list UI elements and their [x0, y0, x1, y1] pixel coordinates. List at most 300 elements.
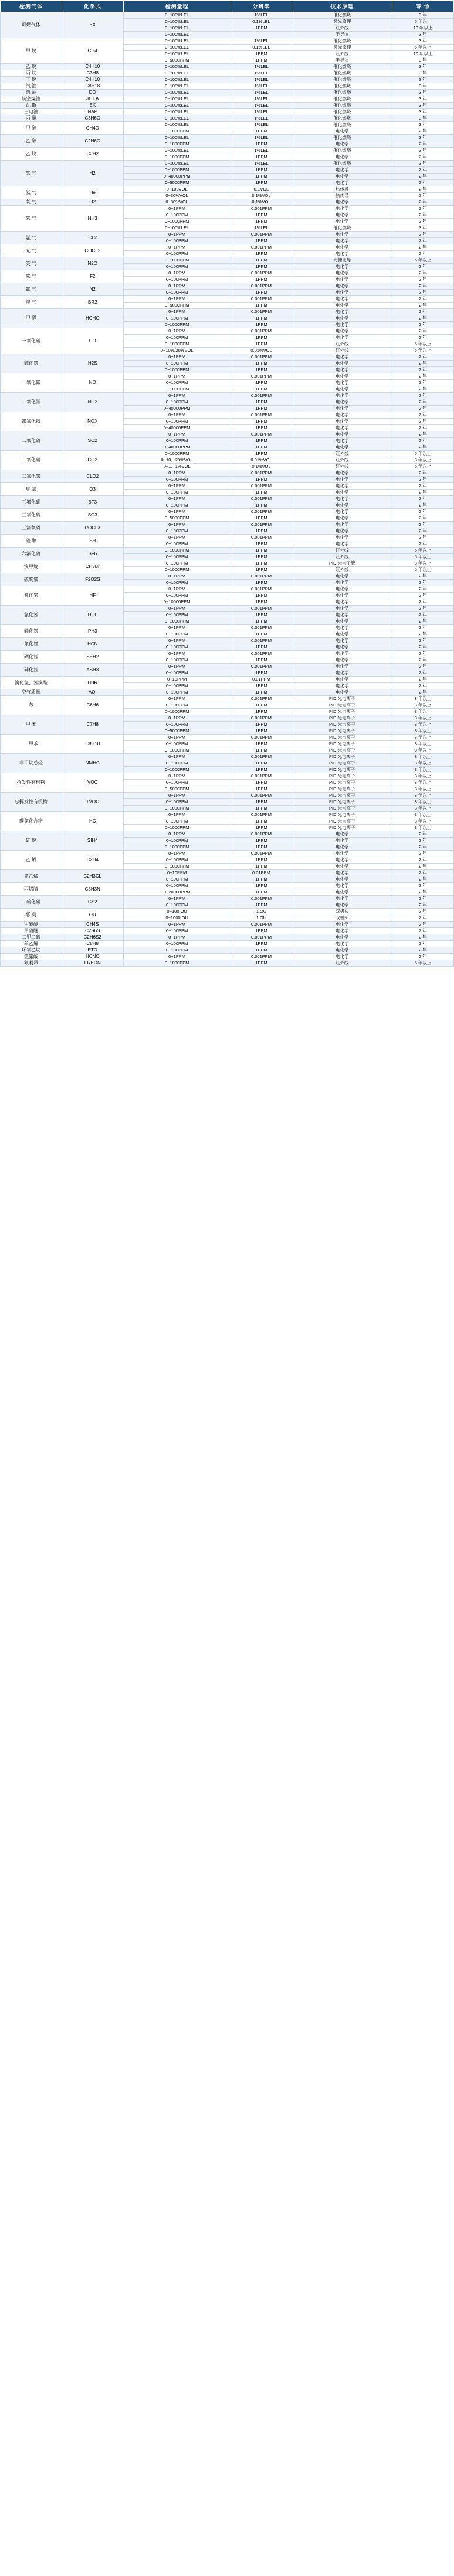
technology-cell: 红外线 — [292, 548, 392, 554]
technology-cell: 半导体 — [292, 32, 392, 38]
resolution-cell: 0.001PPM — [231, 393, 292, 399]
detection-range-cell: 0~1PPM — [123, 309, 231, 315]
detection-range-cell: 0~1PPM — [123, 934, 231, 941]
technology-cell: PID 光电离子 — [292, 754, 392, 760]
service-life-cell: 2 年 — [392, 618, 454, 625]
detection-range-cell: 0~1000PPM — [123, 341, 231, 348]
table-row — [1, 831, 454, 838]
service-life-cell: 2 年 — [392, 380, 454, 386]
service-life-cell: 2 年 — [392, 928, 454, 934]
service-life-cell: 2 年 — [392, 309, 454, 315]
gas-name-cell: 可燃气体 — [1, 12, 62, 38]
gas-name-cell: 氮 气 — [1, 283, 62, 296]
detection-range-cell: 0~100PPM — [123, 799, 231, 806]
service-life-cell: 3 年 — [392, 161, 454, 167]
service-life-cell: 2 年 — [392, 876, 454, 883]
detection-range-cell: 0~100PPM — [123, 760, 231, 767]
service-life-cell: 3 年 — [392, 64, 454, 70]
detection-range-cell: 0~100PPM — [123, 644, 231, 651]
technology-cell: 电化学 — [292, 954, 392, 960]
technology-cell: PID 光电离子 — [292, 760, 392, 767]
gas-name-cell: 臭 氧 — [1, 483, 62, 496]
resolution-cell: 1PPM — [231, 277, 292, 283]
technology-cell: 电化学 — [292, 509, 392, 515]
chemical-formula-cell: N2O — [62, 257, 123, 270]
technology-cell: 催化燃烧 — [292, 161, 392, 167]
service-life-cell: 2 年 — [392, 651, 454, 657]
service-life-cell: 3 年 — [392, 96, 454, 103]
detection-range-cell: 0~100PPM — [123, 612, 231, 618]
detection-range-cell: 0~1000PPM — [123, 386, 231, 393]
technology-cell: 电化学 — [292, 283, 392, 290]
chemical-formula-cell: ASH3 — [62, 664, 123, 677]
resolution-cell: 1%LEL — [231, 103, 292, 109]
resolution-cell: 1PPM — [231, 167, 292, 174]
technology-cell: PID 光电离子 — [292, 812, 392, 818]
gas-name-cell: 总挥发性有机物 — [1, 793, 62, 812]
resolution-cell: 1PPM — [231, 631, 292, 638]
table-header — [1, 1, 454, 12]
technology-cell: PID 光电离子 — [292, 747, 392, 754]
technology-cell: 双极头 — [292, 915, 392, 922]
technology-cell: 电化学 — [292, 496, 392, 502]
service-life-cell: 3 年以上 — [392, 715, 454, 722]
service-life-cell: 2 年 — [392, 838, 454, 844]
technology-cell: 电化学 — [292, 883, 392, 889]
technology-cell: 电化学 — [292, 689, 392, 696]
chemical-formula-cell: CH4O — [62, 122, 123, 135]
chemical-formula-cell: SEH2 — [62, 651, 123, 664]
service-life-cell: 2 年 — [392, 270, 454, 277]
detection-range-cell: 0~100PPM — [123, 238, 231, 244]
service-life-cell: 3 年以上 — [392, 818, 454, 825]
detection-range-cell: 0~1000PPM — [123, 747, 231, 754]
service-life-cell: 3 年以上 — [392, 799, 454, 806]
gas-name-cell: 氟利昂 — [1, 960, 62, 967]
service-life-cell: 3 年 — [392, 225, 454, 232]
resolution-cell: 0.01%VOL — [231, 348, 292, 354]
detection-range-cell: 0~1PPM — [123, 851, 231, 857]
technology-cell: 激光原理 — [292, 19, 392, 25]
resolution-cell: 1PPM — [231, 838, 292, 844]
table-row — [1, 38, 454, 45]
service-life-cell: 3 年 — [392, 103, 454, 109]
resolution-cell: 1PPM — [231, 722, 292, 728]
technology-cell: 电化学 — [292, 167, 392, 174]
chemical-formula-cell: C6H6 — [62, 696, 123, 715]
detection-range-cell: 0~100 OU — [123, 909, 231, 915]
detection-range-cell: 0~100%LEL — [123, 25, 231, 32]
detection-range-cell: 0~100PPM — [123, 251, 231, 257]
chemical-formula-cell: CH3Br — [62, 560, 123, 573]
detection-range-cell: 0~100PPM — [123, 560, 231, 567]
service-life-cell: 3 年以上 — [392, 773, 454, 780]
resolution-cell: 1PPM — [231, 57, 292, 64]
technology-cell: 电化学 — [292, 670, 392, 677]
detection-range-cell: 0~100%LEL — [123, 96, 231, 103]
technology-cell: 催化燃烧 — [292, 64, 392, 70]
table-header-row — [1, 1, 454, 12]
resolution-cell: 1PPM — [231, 599, 292, 606]
technology-cell: 红外线 — [292, 554, 392, 560]
service-life-cell: 2 年 — [392, 393, 454, 399]
service-life-cell: 2 年 — [392, 315, 454, 322]
detection-range-cell: 0~1PPM — [123, 431, 231, 438]
service-life-cell: 2 年 — [392, 290, 454, 296]
detection-range-cell: 0~100%LEL — [123, 19, 231, 25]
technology-cell: 催化燃烧 — [292, 135, 392, 141]
service-life-cell: 2 年 — [392, 328, 454, 335]
service-life-cell: 2 年 — [392, 386, 454, 393]
table-row — [1, 947, 454, 954]
chemical-formula-cell: CO2 — [62, 451, 123, 470]
technology-cell: PID 光电离子 — [292, 709, 392, 715]
service-life-cell: 2 年 — [392, 606, 454, 612]
service-life-cell: 10 年以上 — [392, 25, 454, 32]
detection-range-cell: 0~100PPM — [123, 657, 231, 664]
detection-range-cell: 0~10PPM — [123, 870, 231, 876]
table-row — [1, 412, 454, 419]
chemical-formula-cell: SO3 — [62, 509, 123, 522]
service-life-cell: 3 年 — [392, 32, 454, 38]
service-life-cell: 2 年 — [392, 638, 454, 644]
resolution-cell: 1PPM — [231, 825, 292, 831]
gas-name-cell: 二氧化氮 — [1, 393, 62, 412]
resolution-cell: 0.001PPM — [231, 625, 292, 631]
chemical-formula-cell: HCN — [62, 638, 123, 651]
resolution-cell: 0.001PPM — [231, 754, 292, 760]
technology-cell: 电化学 — [292, 535, 392, 541]
technology-cell: 光栅波导 — [292, 257, 392, 264]
resolution-cell: 1%LEL — [231, 225, 292, 232]
service-life-cell: 2 年 — [392, 909, 454, 915]
resolution-cell: 0.1%VOL — [231, 199, 292, 206]
table-row — [1, 161, 454, 167]
technology-cell: 电化学 — [292, 199, 392, 206]
resolution-cell: 1PPM — [231, 709, 292, 715]
gas-name-cell: 氮氧化物 — [1, 412, 62, 431]
chemical-formula-cell: C8H10 — [62, 735, 123, 754]
service-life-cell: 2 年 — [392, 199, 454, 206]
resolution-cell: 1PPM — [231, 212, 292, 219]
service-life-cell: 2 年 — [392, 573, 454, 580]
table-row — [1, 328, 454, 335]
detection-range-cell: 0~1000PPM — [123, 141, 231, 148]
resolution-cell: 1PPM — [231, 876, 292, 883]
service-life-cell: 2 年 — [392, 174, 454, 180]
chemical-formula-cell: SIH4 — [62, 831, 123, 851]
service-life-cell: 2 年 — [392, 483, 454, 490]
technology-cell: 电化学 — [292, 399, 392, 406]
chemical-formula-cell: C2H6S2 — [62, 934, 123, 941]
chemical-formula-cell: POCL3 — [62, 522, 123, 535]
detection-range-cell: 0~10000PPM — [123, 599, 231, 606]
gas-name-cell: 二甲二硫 — [1, 934, 62, 941]
chemical-formula-cell: BR2 — [62, 296, 123, 309]
resolution-cell: 1PPM — [231, 341, 292, 348]
detection-range-cell: 0~1PPM — [123, 793, 231, 799]
service-life-cell: 2 年 — [392, 431, 454, 438]
gas-name-cell: 柴 油 — [1, 90, 62, 96]
detection-range-cell: 0~100%LEL — [123, 135, 231, 141]
detection-range-cell: 0~40000PPM — [123, 425, 231, 431]
table-row — [1, 354, 454, 361]
resolution-cell: 1PPM — [231, 593, 292, 599]
detection-range-cell: 0~1PPM — [123, 328, 231, 335]
technology-cell: PID 光电离子 — [292, 818, 392, 825]
table-row — [1, 64, 454, 70]
technology-cell: 电化学 — [292, 438, 392, 444]
table-row — [1, 896, 454, 902]
column-header-formula: 化学式 — [62, 1, 123, 12]
detection-range-cell: 0~100%LEL — [123, 12, 231, 19]
detection-range-cell: 0~1000PPM — [123, 960, 231, 967]
chemical-formula-cell: EX — [62, 103, 123, 109]
technology-cell: 电化学 — [292, 296, 392, 303]
detection-range-cell: 0~100%LEL — [123, 161, 231, 167]
table-row — [1, 638, 454, 644]
service-life-cell: 2 年 — [392, 477, 454, 483]
technology-cell: 催化燃烧 — [292, 122, 392, 128]
service-life-cell: 2 年 — [392, 251, 454, 257]
detection-range-cell: 0~100PPM — [123, 290, 231, 296]
detection-range-cell: 0~1000 OU — [123, 915, 231, 922]
resolution-cell: 0.1VOL — [231, 186, 292, 193]
gas-name-cell: 丙 酮 — [1, 115, 62, 122]
chemical-formula-cell: CH4S — [62, 922, 123, 928]
resolution-cell: 0.1%LEL — [231, 45, 292, 51]
resolution-cell: 1PPM — [231, 689, 292, 696]
chemical-formula-cell: HCL — [62, 606, 123, 625]
service-life-cell: 3 年以上 — [392, 747, 454, 754]
table-row — [1, 451, 454, 457]
chemical-formula-cell: C2S6S — [62, 928, 123, 934]
technology-cell: PID 光电离子 — [292, 806, 392, 812]
resolution-cell: 0.01PPM — [231, 870, 292, 876]
technology-cell: 电化学 — [292, 618, 392, 625]
technology-cell: 催化燃烧 — [292, 115, 392, 122]
chemical-formula-cell: C2H6O — [62, 135, 123, 148]
resolution-cell: 0.001PPM — [231, 896, 292, 902]
table-row — [1, 483, 454, 490]
gas-name-cell: 氧 气 — [1, 199, 62, 206]
technology-cell: 电化学 — [292, 251, 392, 257]
technology-cell: 电化学 — [292, 947, 392, 954]
detection-range-cell: 0~100PPM — [123, 838, 231, 844]
detection-range-cell: 0~1PPM — [123, 373, 231, 380]
resolution-cell: 1PPM — [231, 438, 292, 444]
resolution-cell: 1PPM — [231, 612, 292, 618]
gas-name-cell: 六氟化硫 — [1, 548, 62, 560]
chemical-formula-cell: ETO — [62, 947, 123, 954]
table-row — [1, 270, 454, 277]
chemical-formula-cell: TVOC — [62, 793, 123, 812]
technology-cell: 催化燃烧 — [292, 90, 392, 96]
technology-cell: 红外线 — [292, 960, 392, 967]
technology-cell: PID 光电离子 — [292, 741, 392, 747]
table-row — [1, 522, 454, 528]
gas-name-cell: 白电油 — [1, 109, 62, 115]
detection-range-cell: 0~100%LEL — [123, 115, 231, 122]
detection-range-cell: 0~100PPM — [123, 477, 231, 483]
technology-cell: 催化燃烧 — [292, 225, 392, 232]
resolution-cell: 1PPM — [231, 889, 292, 896]
technology-cell: 热传导 — [292, 193, 392, 199]
table-row — [1, 715, 454, 722]
table-row — [1, 122, 454, 128]
technology-cell: 电化学 — [292, 477, 392, 483]
resolution-cell: 1PPM — [231, 451, 292, 457]
table-row — [1, 941, 454, 947]
resolution-cell: 1PPM — [231, 490, 292, 496]
gas-name-cell: 溴化氢、氢溴酸 — [1, 677, 62, 689]
technology-cell: 电化学 — [292, 174, 392, 180]
table-row — [1, 244, 454, 251]
resolution-cell: 1PPM — [231, 560, 292, 567]
technology-cell: 催化燃烧 — [292, 83, 392, 90]
resolution-cell: 0.001PPM — [231, 851, 292, 857]
resolution-cell: 1%LEL — [231, 64, 292, 70]
detection-range-cell: 0~40000PPM — [123, 406, 231, 412]
detection-range-cell: 0~1000PPM — [123, 864, 231, 870]
technology-cell: 电化学 — [292, 922, 392, 928]
service-life-cell: 10 年以上 — [392, 51, 454, 57]
service-life-cell: 3 年 — [392, 148, 454, 154]
detection-range-cell: 0~1PPM — [123, 586, 231, 593]
chemical-formula-cell: AQI — [62, 689, 123, 696]
service-life-cell: 2 年 — [392, 406, 454, 412]
service-life-cell: 2 年 — [392, 399, 454, 406]
technology-cell: 电化学 — [292, 677, 392, 683]
technology-cell: 电化学 — [292, 490, 392, 496]
chemical-formula-cell: NO — [62, 373, 123, 393]
detection-range-cell: 0~5000PPM — [123, 57, 231, 64]
detection-range-cell: 0~1PPM — [123, 206, 231, 212]
table-row — [1, 586, 454, 593]
gas-name-cell: 砷化氢 — [1, 664, 62, 677]
detection-range-cell: 0~100PPM — [123, 502, 231, 509]
table-row — [1, 12, 454, 19]
chemical-formula-cell: HBR — [62, 677, 123, 689]
service-life-cell: 2 年 — [392, 915, 454, 922]
technology-cell: 电化学 — [292, 212, 392, 219]
technology-cell: 电化学 — [292, 876, 392, 883]
gas-name-cell: 三氟化硼 — [1, 496, 62, 509]
service-life-cell: 2 年 — [392, 689, 454, 696]
gas-name-cell: 氯 气 — [1, 232, 62, 244]
technology-cell: 电化学 — [292, 367, 392, 373]
resolution-cell: 0.001PPM — [231, 696, 292, 702]
chemical-formula-cell: FREON — [62, 960, 123, 967]
column-header-technology: 技术原理 — [292, 1, 392, 12]
detection-range-cell: 0~1000PPM — [123, 451, 231, 457]
resolution-cell: 0.001PPM — [231, 470, 292, 477]
table-row — [1, 928, 454, 934]
resolution-cell: 0.001PPM — [231, 664, 292, 670]
detection-range-cell: 0~100PPM — [123, 818, 231, 825]
technology-cell: 电化学 — [292, 889, 392, 896]
service-life-cell: 2 年 — [392, 296, 454, 303]
gas-name-cell: 氢氰酸 — [1, 954, 62, 960]
resolution-cell: 0.001PPM — [231, 651, 292, 657]
chemical-formula-cell: DO — [62, 90, 123, 96]
resolution-cell: 0.001PPM — [231, 922, 292, 928]
service-life-cell: 2 年 — [392, 593, 454, 599]
resolution-cell: 1PPM — [231, 128, 292, 135]
service-life-cell: 2 年 — [392, 193, 454, 199]
technology-cell: 电化学 — [292, 625, 392, 631]
detection-range-cell: 0~1000PPM — [123, 128, 231, 135]
detection-range-cell: 0~1、1%VOL — [123, 464, 231, 470]
chemical-formula-cell: H2 — [62, 161, 123, 186]
table-row — [1, 470, 454, 477]
gas-name-cell: 甲 醛 — [1, 309, 62, 328]
service-life-cell: 5 年以上 — [392, 257, 454, 264]
service-life-cell: 5 年以上 — [392, 341, 454, 348]
detection-range-cell: 0~100%LEL — [123, 90, 231, 96]
service-life-cell: 2 年 — [392, 664, 454, 670]
technology-cell: 电化学 — [292, 373, 392, 380]
gas-name-cell: 一氧化氮 — [1, 373, 62, 393]
technology-cell: PID 光电子管 — [292, 560, 392, 567]
detection-range-cell: 0~100PPM — [123, 380, 231, 386]
gas-name-cell: 二氧化氯 — [1, 470, 62, 483]
detection-range-cell: 0~1000PPM — [123, 767, 231, 773]
resolution-cell: 0.1%VOL — [231, 464, 292, 470]
table-row — [1, 625, 454, 631]
detection-range-cell: 0~1PPM — [123, 393, 231, 399]
chemical-formula-cell: NO2 — [62, 393, 123, 412]
chemical-formula-cell: SO2 — [62, 431, 123, 451]
technology-cell: PID 光电离子 — [292, 799, 392, 806]
resolution-cell: 0.001PPM — [231, 522, 292, 528]
resolution-cell: 1 OU — [231, 915, 292, 922]
service-life-cell: 2 年 — [392, 889, 454, 896]
technology-cell: PID 光电离子 — [292, 696, 392, 702]
chemical-formula-cell: CO — [62, 328, 123, 354]
gas-name-cell: 甲 苯 — [1, 715, 62, 735]
resolution-cell: 1%LEL — [231, 90, 292, 96]
technology-cell: 电化学 — [292, 831, 392, 838]
detection-range-cell: 0~100PPM — [123, 399, 231, 406]
table-row — [1, 870, 454, 876]
detection-range-cell: 0~100PPM — [123, 277, 231, 283]
gas-name-cell: 笑 气 — [1, 257, 62, 270]
resolution-cell: 0.001PPM — [231, 283, 292, 290]
service-life-cell: 2 年 — [392, 438, 454, 444]
technology-cell: 红外线 — [292, 464, 392, 470]
detection-range-cell: 0~100PPM — [123, 876, 231, 883]
resolution-cell: 1PPM — [231, 548, 292, 554]
resolution-cell: 1PPM — [231, 806, 292, 812]
detection-range-cell: 0~5000PPM — [123, 728, 231, 735]
chemical-formula-cell: F2 — [62, 270, 123, 283]
technology-cell: 电化学 — [292, 838, 392, 844]
technology-cell: 电化学 — [292, 141, 392, 148]
detection-range-cell: 0~1PPM — [123, 735, 231, 741]
chemical-formula-cell: NOX — [62, 412, 123, 431]
detection-range-cell: 0~100%LEL — [123, 225, 231, 232]
gas-name-cell: 硫 醇 — [1, 535, 62, 548]
service-life-cell: 2 年 — [392, 141, 454, 148]
gas-name-cell: 甲醚醇 — [1, 922, 62, 928]
resolution-cell: 1PPM — [231, 528, 292, 535]
technology-cell: PID 光电离子 — [292, 767, 392, 773]
table-row — [1, 309, 454, 315]
table-row — [1, 773, 454, 780]
technology-cell: PID 光电离子 — [292, 702, 392, 709]
detection-range-cell: 0~1000PPM — [123, 367, 231, 373]
